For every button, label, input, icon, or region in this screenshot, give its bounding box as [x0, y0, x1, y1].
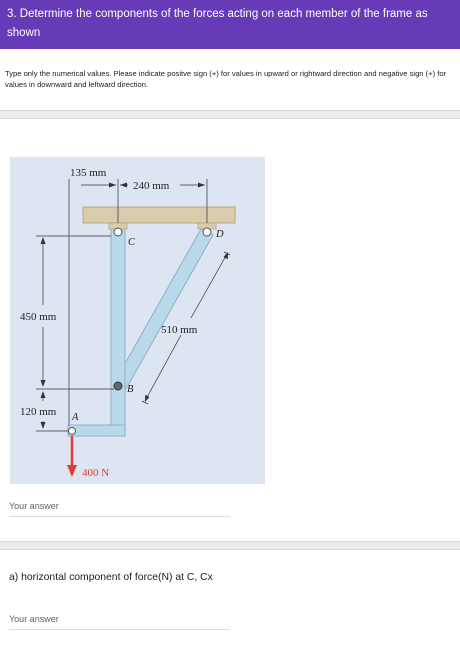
instructions-text: Type only the numerical values. Please indicate positve sign (+) for values in upward or rightward direction and negative sign (+) for values in downward and leftward direction.: [5, 69, 447, 89]
question-a: a) horizontal component of force(N) at C, Cx: [9, 572, 213, 583]
label-c: C: [128, 237, 136, 248]
pin-d: [203, 228, 211, 236]
force-arrowhead: [67, 465, 77, 477]
dim-120: 120 mm: [20, 406, 57, 418]
section-divider: [0, 110, 460, 119]
form-header: [0, 0, 460, 49]
section-divider: [0, 541, 460, 550]
member-ca-vertical: [111, 223, 125, 435]
answer-input-2[interactable]: Your answer: [9, 614, 59, 624]
member-ca-foot: [68, 425, 125, 436]
dim-510: 510 mm: [161, 324, 198, 336]
dim-240: 240 mm: [133, 180, 170, 192]
answer-underline-2: [9, 629, 230, 630]
pin-c: [114, 228, 122, 236]
pin-a: [69, 428, 76, 435]
dim-450: 450 mm: [20, 311, 57, 323]
force-label: 400 N: [82, 467, 110, 479]
ceiling-support: [83, 207, 235, 223]
member-bd: [114, 229, 213, 389]
dim-135: 135 mm: [70, 167, 107, 179]
answer-input-1[interactable]: Your answer: [9, 501, 59, 511]
answer-underline-1: [9, 516, 230, 517]
label-d: D: [216, 229, 224, 240]
frame-figure: [10, 157, 265, 484]
question-title: 3. Determine the components of the forces acting on each member of the frame as shown: [7, 8, 428, 39]
label-b: B: [127, 384, 134, 395]
frame-diagram: [10, 157, 265, 484]
label-a: A: [72, 412, 79, 423]
pin-b: [114, 382, 122, 390]
